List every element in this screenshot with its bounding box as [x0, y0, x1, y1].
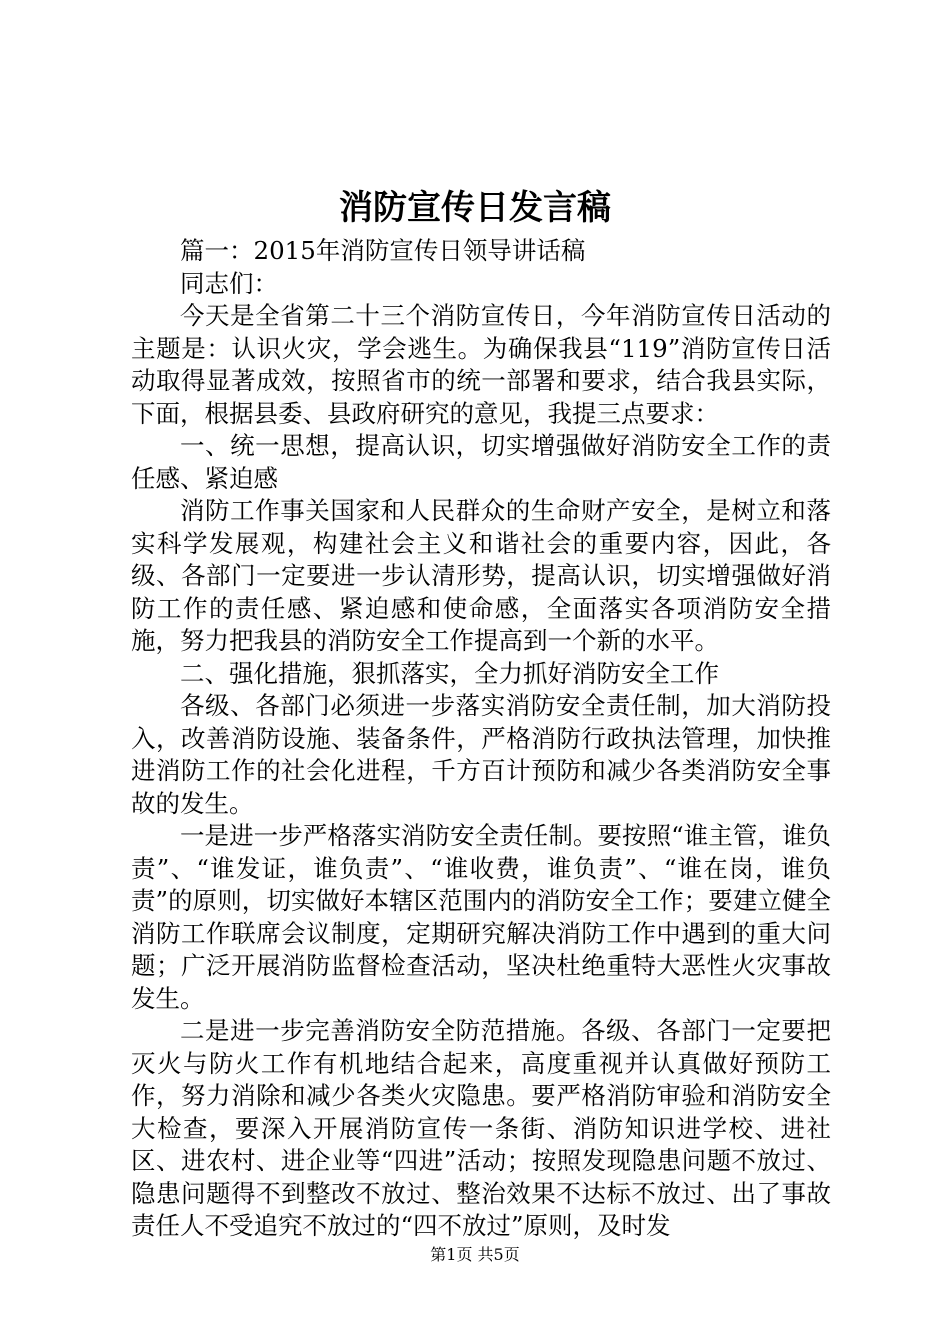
paragraph-section-heading: 二、强化措施，狠抓落实，全力抓好消防安全工作: [180, 658, 719, 688]
page-footer: 第1页 共5页: [430, 1245, 520, 1264]
paragraph: 一是进一步严格落实消防安全责任制。要按照“谁主管，谁负责”、“谁发证，谁负责”、“谁收费，谁负责”、“谁在岗，谁负责”的原则，切实做好本辖区范围内的消防安全工作；要建立健全消防工作联席会议制度，定期研究解决消防工作中遇到的重大问题；广泛开展消防监督检查活动，坚决杜绝重特大恶性火灾事故发生。: [131, 821, 831, 1013]
paragraph-heading: 篇一：2015年消防宣传日领导讲话稿: [180, 236, 586, 265]
document-body: [131, 235, 831, 1243]
paragraph: 今天是全省第二十三个消防宣传日，今年消防宣传日活动的主题是：认识火灾，学会逃生。为确保我县“119”消防宣传日活动取得显著成效，按照省市的统一部署和要求，结合我县实际，下面，根据县委、县政府研究的意见，我提三点要求：: [131, 301, 831, 428]
paragraph: 各级、各部门必须进一步落实消防安全责任制，加大消防投入，改善消防设施、装备条件，严格消防行政执法管理，加快推进消防工作的社会化进程，千方百计预防和减少各类消防安全事故的发生。: [131, 691, 831, 818]
document-title: 消防宣传日发言稿: [339, 188, 611, 228]
paragraph: 消防工作事关国家和人民群众的生命财产安全，是树立和落实科学发展观，构建社会主义和谐社会的重要内容，因此，各级、各部门一定要进一步认清形势，提高认识，切实增强做好消防工作的责任感、紧迫感和使命感，全面落实各项消防安全措施，努力把我县的消防安全工作提高到一个新的水平。: [131, 496, 831, 655]
paragraph-section-heading: 一、统一思想，提高认识，切实增强做好消防安全工作的责任感、紧迫感: [131, 431, 831, 493]
paragraph-salutation: 同志们：: [180, 268, 278, 298]
paragraph: 二是进一步完善消防安全防范措施。各级、各部门一定要把灭火与防火工作有机地结合起来，高度重视并认真做好预防工作，努力消除和减少各类火灾隐患。要严格消防审验和消防安全大检查，要深入开展消防宣传一条街、消防知识进学校、进社区、进农村、进企业等“四进”活动；按照发现隐患问题不放过、隐患问题得不到整改不放过、整治效果不达标不放过、出了事故责任人不受追究不放过的“四不放过”原则，及时发: [131, 1016, 831, 1240]
